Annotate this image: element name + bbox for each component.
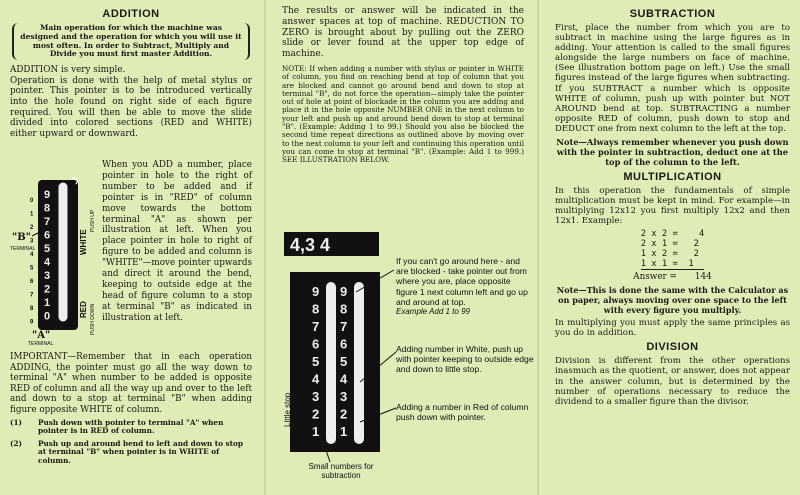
addition-directions-text: When you ADD a number, place pointer in hole to the right of number to be added and if pointer is in "RED" of column move towards the bottom terminal "A" as shown per illustration at left. When you place pointer in hole to right of figure to be added and column is "WHITE"—move pointer upwards and direct it around the bend, keeping to outside edge at the head of figure column to a stop at terminal "B" as indicated in illustration at left.: [102, 160, 252, 323]
division-title: DIVISION: [646, 341, 699, 354]
terminal-b-label: "B": [12, 232, 31, 243]
fold-line-2: [537, 0, 539, 495]
small-digit: 1: [30, 211, 34, 218]
addition-slide-illustration: [10, 170, 100, 345]
addition-directions: [102, 160, 252, 324]
push-up-label: PUSH UP: [90, 209, 96, 232]
large-digit: 8: [44, 202, 51, 215]
large-digit: 1: [44, 297, 51, 309]
addition-title: ADDITION: [102, 8, 160, 20]
example-row: 1 x 2 = 2: [640, 249, 705, 260]
column-digit: 1: [312, 424, 320, 439]
addition-operation-text: Operation is done with the help of metal stylus or pointer. This pointer is to be introduced vertically into the hole found on right side of each figure required. You will then be able to move the slide divided into colored sections (RED and WHITE) either upward or downward.: [10, 75, 252, 139]
callout-red: [396, 402, 534, 442]
subtraction-note: Note—Always remember whenever you push down with the pointer in subtraction, deduct one at the top of the column to the left.: [556, 137, 789, 168]
column-digit: 2: [340, 406, 348, 422]
terminal-a-label: "A": [32, 330, 51, 341]
large-digit: 5: [44, 243, 51, 255]
multiplication-example: [555, 229, 790, 270]
small-digit: 6: [30, 279, 34, 285]
results-text: The results or answer will be indicated in the answer spaces at top of machine. REDUCTION TO ZERO is brought about by pulling out the ZERO slide or lever found at the upper top edge of machine.: [282, 6, 524, 60]
large-digit: 3: [44, 270, 51, 282]
push-down-label: PUSH DOWN: [90, 303, 96, 335]
column-digit: 6: [312, 336, 320, 352]
callout-blocked-text: If you can't go around here - and are blocked - take pointer out from where you are, place opposite figure 1 next column left and go up and around at top.: [396, 256, 528, 307]
small-digit: 3: [30, 238, 34, 245]
note-text: NOTE: If when adding a number with stylus or pointer in WHITE of column, you find on reaching bend at top of column that you are blocked and cannot go around bend and down to stop at terminal "B", do not force the operation—simply take the pointer out of hole at point of blockade in the column you are adding and place it in the hole opposite NUMBER ONE in the next column to your left and push up and around bend down to stop at terminal "B". (Example: Adding 1 to 99.) Should you also be blocked the second time repeat directions as outlined above by moving over to the next column to your left and continuing this operation until you can come to stop at terminal "B". (Example: Add 1 to 999.) SEE ILLUSTRATION BELOW.: [282, 63, 524, 165]
carry-digits-right: [340, 284, 348, 439]
example-row: 2 x 2 = 4: [640, 229, 705, 240]
column-digit: 7: [340, 319, 348, 334]
small-digit: 9: [30, 319, 34, 326]
red-label: RED: [79, 301, 88, 318]
small-digit: 8: [30, 306, 34, 312]
important-text: IMPORTANT—Remember that in each operation ADDING, the pointer must go all the way down to terminal "A" when number to be added is opposite RED of column and all the way up and over to the left and down to a stop at terminal "B" when adding figure opposite WHITE of column.: [10, 352, 252, 415]
small-digit: 5: [30, 265, 34, 272]
column-digit: 6: [340, 336, 348, 352]
callout-red-text: Adding a number in Red of column push down with pointer.: [396, 402, 529, 423]
division-text: Division is different from the other operations inasmuch as the quotient, or answer, does not appear in the answer column, but is determined by the number of operations necessary to reduce the dividend to a smaller figure than the divisor.: [555, 356, 790, 407]
subtraction-panel: [543, 0, 800, 495]
column-digit: 3: [312, 389, 320, 404]
subtraction-title: SUBTRACTION: [629, 8, 716, 20]
terminal-a-caption: TERMINAL: [28, 341, 54, 347]
answer-label: Answer =: [633, 272, 677, 283]
column-digit: 2: [312, 406, 320, 422]
column-digit: 9: [312, 284, 320, 299]
large-digit: 2: [44, 283, 51, 296]
step-number: (1): [10, 417, 22, 427]
multiplication-note: Note—This is done the same with the Calculator as on paper, always moving over one space to the left with every figure you multiply.: [556, 285, 789, 315]
large-digit: 0: [44, 310, 51, 323]
fold-line-1: [264, 0, 266, 495]
small-digit: 0: [30, 198, 34, 204]
column-digit: 5: [340, 354, 348, 369]
callout-white: [396, 344, 534, 400]
column-digit: 7: [312, 319, 320, 334]
small-digit: 2: [30, 225, 34, 231]
addition-intro-box: [12, 23, 250, 60]
step-item: [10, 440, 252, 466]
example-row: 2 x 1 = 2: [640, 239, 705, 250]
column-digit: 5: [312, 354, 320, 369]
large-digit: 4: [44, 256, 51, 269]
large-digit: 9: [44, 189, 51, 201]
step-text: Push up and around bend to left and down to stop at terminal "B" when pointer is in WHITE of column.: [38, 438, 243, 465]
small-digit: 4: [30, 252, 34, 258]
answer-line: [555, 272, 790, 282]
small-numbers-text: Small numbers for subtraction: [308, 462, 374, 480]
example-rows: [641, 229, 705, 270]
small-numbers-caption: [296, 462, 386, 488]
column-digit: 3: [340, 389, 348, 404]
step-number: (2): [10, 438, 22, 448]
addition-intro-text: Main operation for which the machine was designed and the operation for which you will use it most often. In order to Subtract, Multiply and Divide you must first master Addition.: [20, 23, 242, 59]
answer-display: 4,3 4: [290, 235, 331, 255]
large-digit: 6: [44, 229, 51, 242]
column-digit: 4: [312, 371, 320, 387]
column-digit: 1: [340, 424, 348, 439]
multiplication-title: MULTIPLICATION: [623, 171, 722, 184]
little-stop-label: Little stop: [283, 392, 292, 427]
multiplication-text: In this operation the fundamentals of simple multiplication must be kept in mind. For example—in multiplying 12x12 you first multiply 12x2 and then 12x1. Example:: [555, 186, 790, 227]
carry-illustration: [284, 232, 534, 490]
example-text: Example Add 1 to 99: [396, 307, 470, 317]
carry-digits-left: [312, 284, 320, 439]
column-digit: 8: [312, 301, 320, 317]
addition-simple: ADDITION is very simple.: [10, 65, 126, 76]
white-label: WHITE: [79, 229, 88, 255]
addition-steps: [10, 419, 252, 466]
example-row: 1 x 1 = 1: [640, 259, 705, 270]
step-text: Push down with pointer to terminal "A" when pointer is in RED of column.: [38, 417, 224, 436]
addition-important: [10, 352, 252, 470]
column-digit: 9: [340, 284, 348, 299]
answer-value: 144: [694, 272, 712, 283]
column-digit: 4: [340, 371, 348, 387]
small-digit: 7: [30, 292, 34, 299]
callout-white-text: Adding number in White, push up with pointer keeping to outside edge and down to little stop.: [396, 344, 534, 375]
large-digit: 7: [44, 216, 51, 228]
step-item: [10, 419, 252, 436]
multiplication-principles: In multiplying you must apply the same principles as you do in addition.: [555, 318, 790, 339]
subtraction-text: First, place the number from which you are to subtract in machine using the large figures as in adding. Your attention is called to the small figures alongside the large numbers on face of machine. (See illustration bottom page on left.) Use the small figures instead of the large figures when subtracting. If you SUBTRACT a number which is opposite WHITE of column, push up with pointer but NOT AROUND bend at top. SUBTRACTING a number opposite RED of column, push down to stop and DEDUCT one from next column to the left at the top.: [555, 23, 790, 134]
callout-blocked: [396, 256, 534, 338]
terminal-b-caption: TERMINAL: [10, 246, 36, 252]
column-digit: 8: [340, 301, 348, 317]
